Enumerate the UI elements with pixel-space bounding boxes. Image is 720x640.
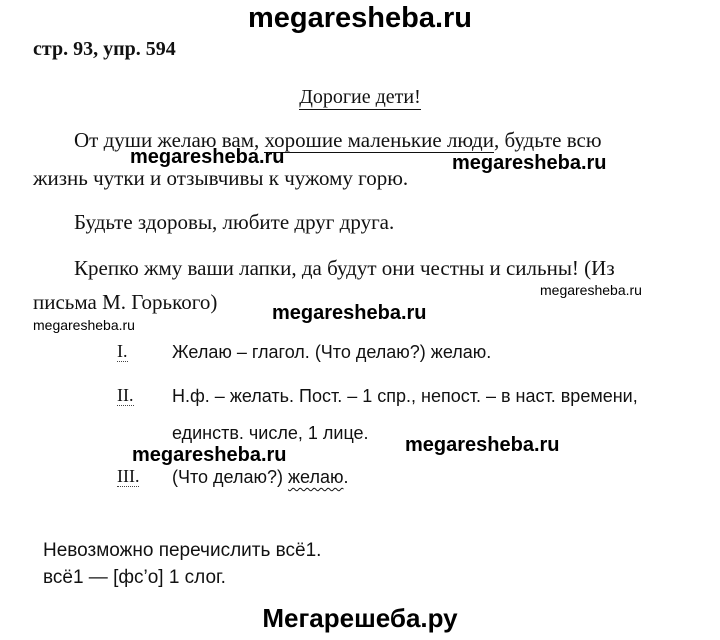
p1-underlined-address: хорошие маленькие люди xyxy=(264,128,494,152)
phonetics-line-1: Невозможно перечислить всё1. xyxy=(43,540,322,561)
letter-paragraph-3-line-1: Крепко жму ваши лапки, да будут они честны и сильны! (Из xyxy=(74,256,615,280)
letter-greeting xyxy=(0,86,720,109)
iii-question: (Что делаю?) xyxy=(172,467,288,487)
watermark-3: megaresheba.ru xyxy=(540,282,642,298)
phonetics-line-2: всё1 — [фс’о] 1 слог. xyxy=(43,567,226,588)
p1-after: , будьте всю xyxy=(493,128,602,152)
exercise-reference: стр. 93, упр. 594 xyxy=(33,38,176,60)
letter-paragraph-2: Будьте здоровы, любите друг друга. xyxy=(74,210,395,234)
greeting-text: Дорогие дети! xyxy=(299,86,421,108)
parse-numeral-ii: II. xyxy=(117,385,134,405)
watermark-6: megaresheba.ru xyxy=(405,434,560,456)
watermark-top: megaresheba.ru xyxy=(247,2,473,34)
parse-step-i: Желаю – глагол. (Что делаю?) желаю. xyxy=(172,342,492,362)
parse-numeral-i: I. xyxy=(117,341,128,361)
watermark-7: megaresheba.ru xyxy=(132,444,287,466)
letter-paragraph-1-line-2: жизнь чутки и отзывчивы к чужому горю. xyxy=(33,166,409,190)
watermark-4: megaresheba.ru xyxy=(33,317,135,333)
iii-predicate-word: желаю xyxy=(287,467,344,487)
watermark-5: megaresheba.ru xyxy=(272,302,427,324)
parse-step-iii xyxy=(172,467,348,488)
p1-before: От души желаю вам, xyxy=(74,128,265,152)
parse-step-ii-line-2: единств. числе, 1 лице. xyxy=(172,423,369,443)
letter-paragraph-3-line-2: письма М. Горького) xyxy=(33,290,218,314)
watermark-bottom: Мегарешеба.ру xyxy=(262,603,458,633)
iii-dot: . xyxy=(343,467,349,487)
parse-numeral-iii: III. xyxy=(117,466,140,486)
watermark-1: megaresheba.ru xyxy=(130,146,285,168)
watermark-2: megaresheba.ru xyxy=(452,152,607,174)
parse-step-ii-line-1: Н.ф. – желать. Пост. – 1 спр., непост. – в наст. времени, xyxy=(172,386,638,406)
